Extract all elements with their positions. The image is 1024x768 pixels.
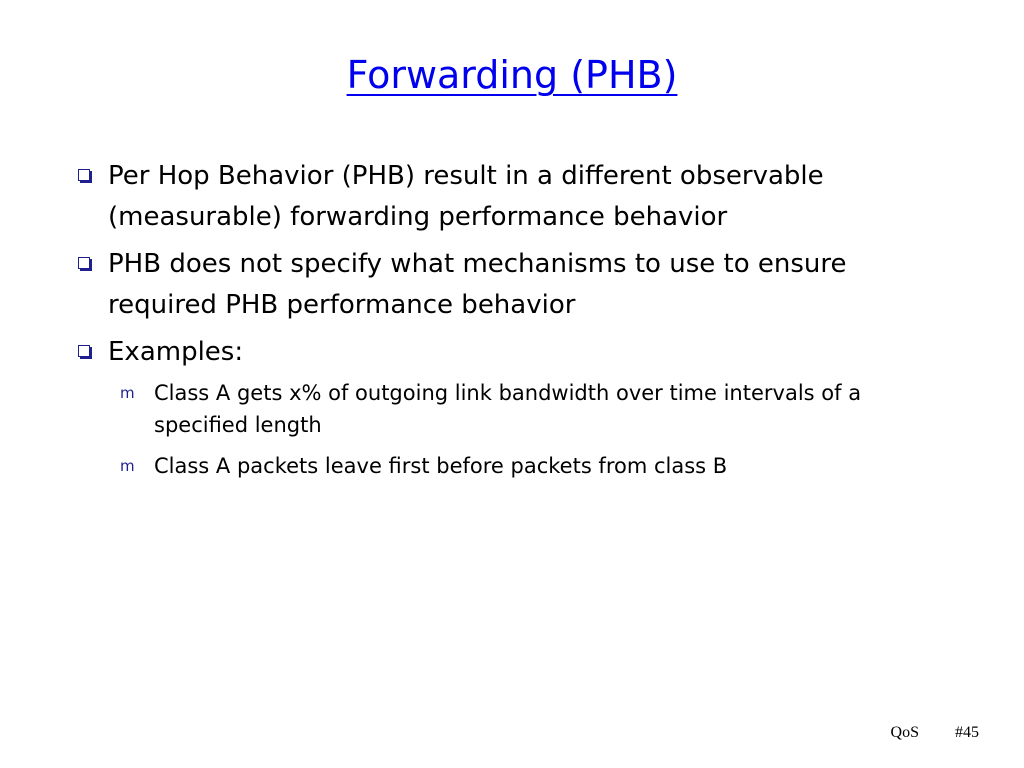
- square-bullet-icon: [78, 345, 90, 357]
- bullet-list: [78, 156, 918, 491]
- sub-bullet-list: [108, 377, 918, 482]
- footer-label: QoS: [890, 724, 919, 741]
- sub-bullet-text: Class A packets leave first before packets from class B: [154, 454, 728, 478]
- sub-bullet-text: Class A gets x% of outgoing link bandwidth over time intervals of a specified length: [154, 381, 862, 437]
- bullet-text: Examples:: [108, 337, 244, 367]
- bullet-item: [78, 332, 918, 482]
- page-number: #45: [955, 724, 979, 741]
- bullet-item: [78, 156, 918, 238]
- sub-bullet-marker-icon: m: [120, 384, 135, 402]
- bullet-text: PHB does not specify what mechanisms to use to ensure required PHB performance behavior: [108, 249, 847, 320]
- square-bullet-icon: [78, 257, 90, 269]
- slide-title: Forwarding (PHB): [346, 53, 678, 97]
- sub-bullet-item: [108, 450, 918, 482]
- sub-bullet-item: [108, 377, 918, 441]
- bullet-text: Per Hop Behavior (PHB) result in a different observable (measurable) forwarding performance behavior: [108, 161, 824, 232]
- sub-bullet-marker-icon: m: [120, 457, 135, 475]
- slide-footer: [891, 724, 979, 742]
- bullet-item: [78, 244, 918, 326]
- square-bullet-icon: [78, 169, 90, 181]
